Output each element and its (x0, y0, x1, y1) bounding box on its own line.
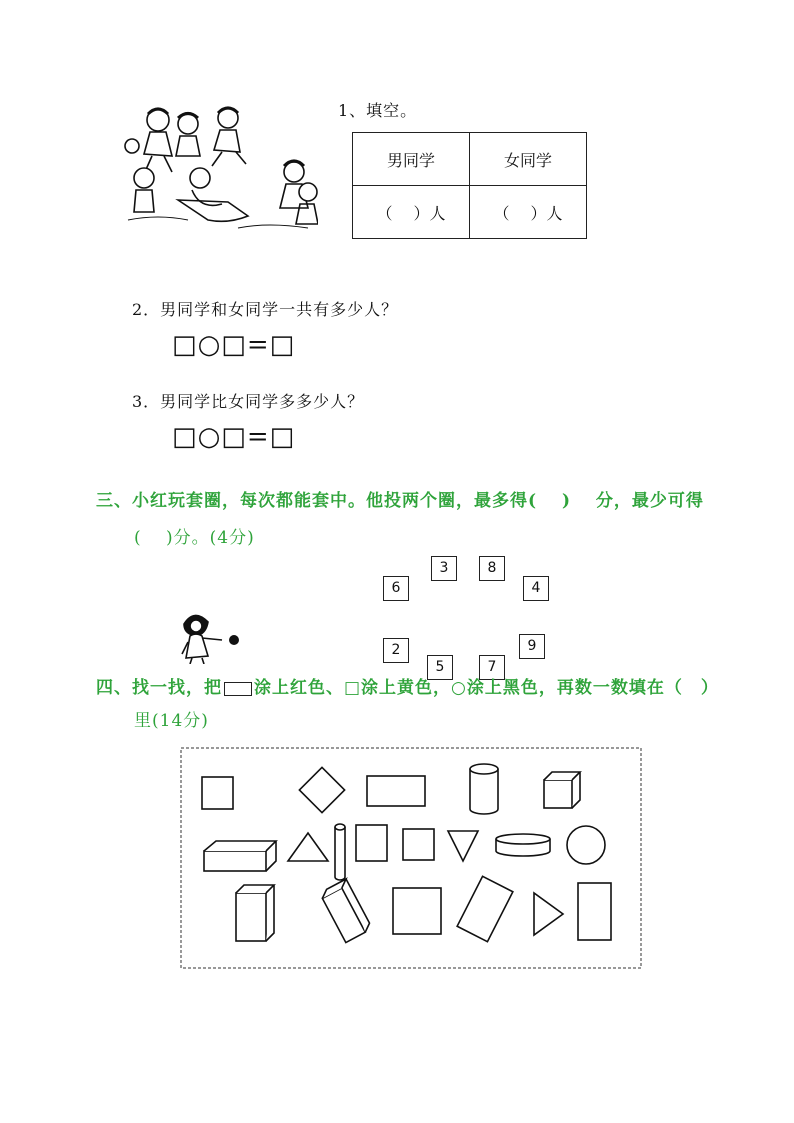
square-shape-3[interactable] (403, 829, 434, 860)
girls-count-cell[interactable]: （ ）人 (470, 186, 587, 239)
right-triangle-shape[interactable] (534, 893, 563, 935)
flat-cylinder-shape[interactable] (496, 834, 550, 856)
ring-target-4: 4 (523, 576, 549, 601)
q1-title: 1、填空。 (338, 101, 418, 120)
children-playing-illustration (118, 100, 318, 240)
inverted-triangle-shape[interactable] (448, 831, 478, 861)
ring-target-5: 5 (427, 655, 453, 680)
ring-target-7: 7 (479, 655, 505, 680)
ring-target-6: 6 (383, 576, 409, 601)
q2-formula[interactable]: □○□=□ (172, 330, 296, 360)
section3-line1: 三、小红玩套圈，每次都能套中。他投两个圈，最多得( ) 分，最少可得 (96, 491, 704, 511)
section4-line1-start: 四、找一找，把 (96, 678, 222, 698)
cylinder-shape[interactable] (470, 764, 498, 814)
section4-line1-end: 涂上红色、□涂上黄色，○涂上黑色，再数一数填在（ ） (254, 678, 719, 698)
section4-line2: 里(14分) (134, 711, 209, 731)
tilted-cuboid-shape[interactable] (320, 879, 373, 943)
ring-target-8: 8 (479, 556, 505, 581)
ring-target-2: 2 (383, 638, 409, 663)
ring-target-3: 3 (431, 556, 457, 581)
boys-count-cell[interactable]: （ ）人 (353, 186, 470, 239)
thin-cylinder-shape[interactable] (335, 824, 345, 880)
tall-rectangle-shape[interactable] (578, 883, 611, 940)
circle-shape[interactable] (567, 826, 605, 864)
boys-girls-table (352, 132, 587, 239)
section3-line2: ( )分。(4分) (134, 528, 255, 548)
shapes-panel (180, 747, 642, 971)
square-shape-4[interactable] (393, 888, 441, 934)
tilted-rectangle-shape[interactable] (457, 876, 513, 941)
q3-title: 3．男同学比女同学多多少人？ (132, 392, 365, 411)
tall-cuboid-shape[interactable] (236, 885, 274, 941)
ring-target-9: 9 (519, 634, 545, 659)
triangle-shape[interactable] (288, 833, 328, 861)
section4-line1 (96, 673, 719, 698)
q3-formula[interactable]: □○□=□ (172, 422, 296, 452)
cube-shape[interactable] (544, 772, 580, 808)
square-shape-2[interactable] (356, 825, 387, 861)
square-shape[interactable] (202, 777, 233, 809)
rectangle-shape[interactable] (367, 776, 425, 806)
diamond-shape[interactable] (299, 767, 344, 812)
table-header-girls: 女同学 (470, 133, 587, 186)
cuboid-shape[interactable] (204, 841, 276, 871)
q2-title: 2．男同学和女同学一共有多少人？ (132, 300, 399, 319)
table-header-boys: 男同学 (353, 133, 470, 186)
girl-throwing-ring-illustration (176, 608, 246, 664)
rectangle-outline-icon (224, 682, 252, 696)
